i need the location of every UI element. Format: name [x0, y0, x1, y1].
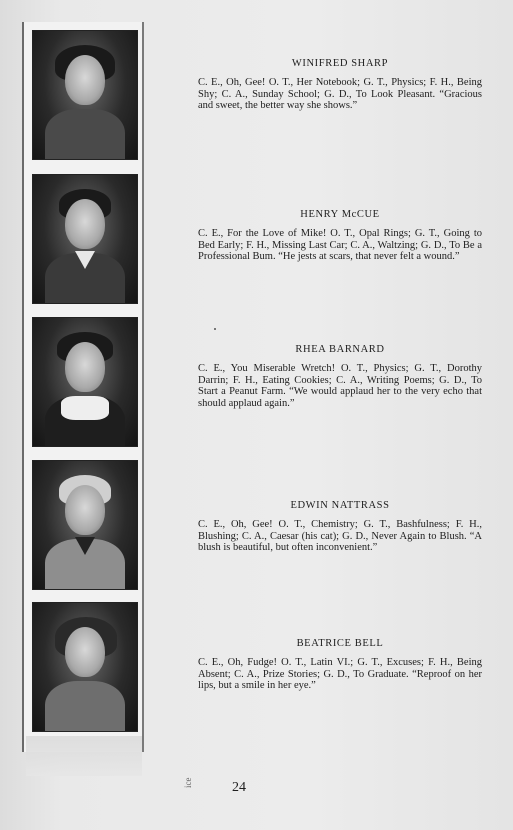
strip-shadow	[26, 736, 142, 776]
student-description: C. E., For the Love of Mike! O. T., Opal Rings; G. T., Going to Bed Early; F. H., Missing Last Car; C. A., Waltzing; G. D., To Be a Professional Bum. “He jests at scars, that never felt a wound.”	[198, 228, 482, 263]
portrait-edwin-nattrass	[32, 460, 138, 590]
print-speck	[214, 328, 216, 330]
student-name: EDWIN NATTRASS	[290, 500, 390, 511]
entry-rhea-barnard	[198, 344, 482, 409]
student-name: BEATRICE BELL	[296, 638, 384, 649]
entry-beatrice-bell	[198, 638, 482, 692]
margin-mark: ice	[183, 777, 193, 788]
student-name: WINIFRED SHARP	[291, 58, 389, 69]
student-name: RHEA BARNARD	[295, 344, 385, 355]
portrait-winifred-sharp	[32, 30, 138, 160]
entry-edwin-nattrass	[198, 500, 482, 554]
student-description: C. E., You Miserable Wretch! O. T., Physics; G. T., Dorothy Darrin; F. H., Eating Cookies; C. A., Writing Poems; G. D., To Start a Peanut Farm. “We would applaud her to the very echo that should applaud again.”	[198, 363, 482, 409]
student-description: C. E., Oh, Gee! O. T., Her Notebook; G. T., Physics; F. H., Being Shy; C. A., Sunday School; G. D., To Look Pleasant. “Gracious and sweet, the better way she shows.”	[198, 77, 482, 112]
portrait-beatrice-bell	[32, 602, 138, 732]
entry-henry-mccue	[198, 209, 482, 263]
entry-winifred-sharp	[198, 58, 482, 112]
student-description: C. E., Oh, Gee! O. T., Chemistry; G. T., Bashfulness; F. H., Blushing; C. A., Caesar (his cat); G. D., Never Again to Blush. “A blush is beautiful, but often inconvenient.”	[198, 519, 482, 554]
photo-strip	[22, 22, 144, 752]
portrait-henry-mccue	[32, 174, 138, 304]
page-number: 24	[232, 780, 246, 795]
portrait-rhea-barnard	[32, 317, 138, 447]
student-description: C. E., Oh, Fudge! O. T., Latin VI.; G. T., Excuses; F. H., Being Absent; C. A., Prize Stories; G. D., To Graduate. “Reproof on her lips, but a smile in her eye.”	[198, 657, 482, 692]
student-name: HENRY McCUE	[300, 209, 380, 220]
